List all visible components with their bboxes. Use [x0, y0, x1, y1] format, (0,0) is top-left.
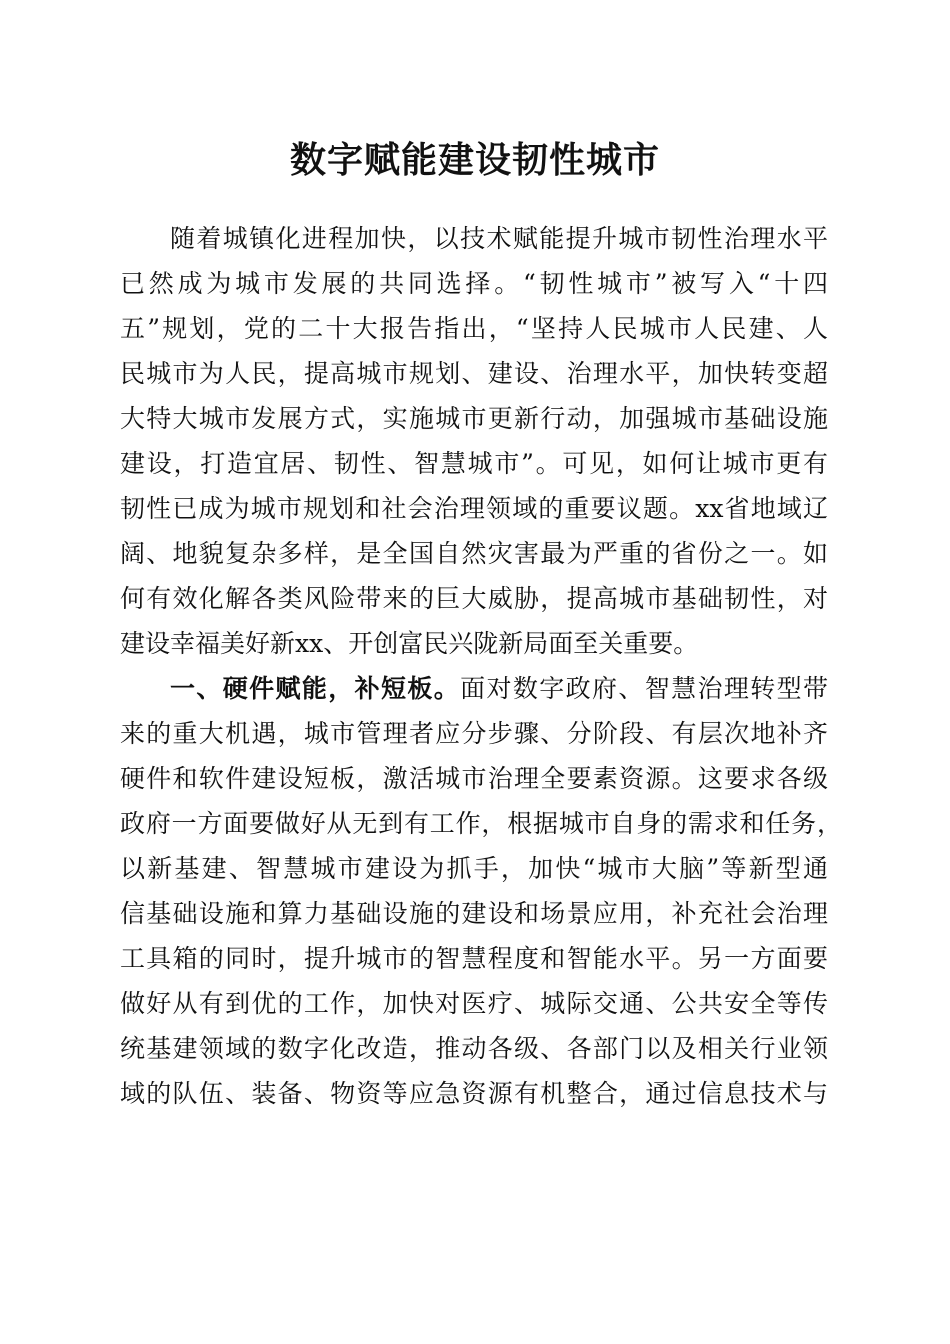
paragraph-1-line-1: 随着城镇化进程加快，以技术赋能提升城市韧性治理水平: [170, 224, 828, 253]
paragraph-1-line-9: 何有效化解各类风险带来的巨大威胁，提高城市基础韧性，对: [120, 584, 828, 613]
section-1-line-2: 来的重大机遇，城市管理者应分步骤、分阶段、有层次地补齐: [120, 719, 828, 748]
paragraph-1-line-6: 建设，打造宜居、韧性、智慧城市”。可见，如何让城市更有: [120, 449, 828, 478]
section-1-line-9: 统基建领域的数字化改造，推动各级、各部门以及相关行业领: [120, 1034, 828, 1063]
paragraph-1-line-2: 已然成为城市发展的共同选择。“韧性城市”被写入“十四: [120, 269, 828, 298]
section-1-line-4: 政府一方面要做好从无到有工作，根据城市自身的需求和任务，: [120, 809, 842, 838]
section-1-first-line: [170, 672, 828, 706]
paragraph-1-line-8: 阔、地貌复杂多样，是全国自然灾害最为严重的省份之一。如: [120, 539, 828, 568]
paragraph-1-line-7: 韧性已成为城市规划和社会治理领域的重要议题。xx省地域辽: [120, 494, 828, 523]
section-1-line-5: 以新基建、智慧城市建设为抓手，加快“城市大脑”等新型通: [120, 854, 828, 883]
section-1-line-7: 工具箱的同时，提升城市的智慧程度和智能水平。另一方面要: [120, 944, 828, 973]
section-1-line-10: 域的队伍、装备、物资等应急资源有机整合，通过信息技术与: [120, 1079, 828, 1108]
section-1-line-3: 硬件和软件建设短板，激活城市治理全要素资源。这要求各级: [120, 764, 828, 793]
section-1-first-line-text: 面对数字政府、智慧治理转型带: [460, 674, 828, 703]
paragraph-1-line-4: 民城市为人民，提高城市规划、建设、治理水平，加快转变超: [120, 359, 828, 388]
page-title: 数字赋能建设韧性城市: [289, 139, 660, 181]
paragraph-1-line-5: 大特大城市发展方式，实施城市更新行动，加强城市基础设施: [120, 404, 828, 433]
paragraph-1-line-3: 五”规划，党的二十大报告指出，“坚持人民城市人民建、人: [120, 314, 828, 343]
section-1-line-8: 做好从有到优的工作，加快对医疗、城际交通、公共安全等传: [120, 989, 828, 1018]
section-1-line-6: 信基础设施和算力基础设施的建设和场景应用，补充社会治理: [120, 899, 828, 928]
paragraph-1-line-10: 建设幸福美好新xx、开创富民兴陇新局面至关重要。: [120, 629, 699, 658]
section-1-heading: 一、硬件赋能，补短板。: [170, 674, 461, 703]
